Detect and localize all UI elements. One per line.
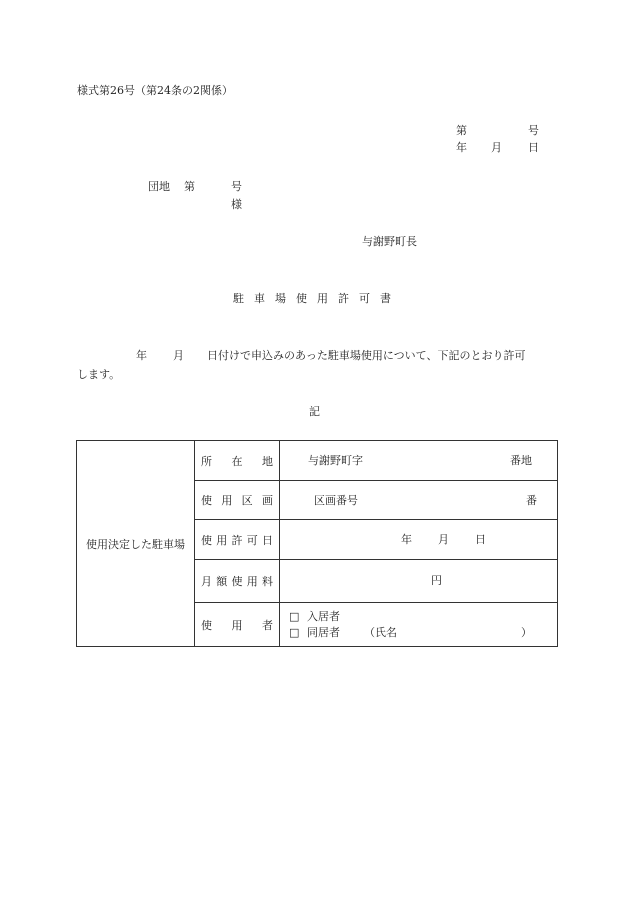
permit-date-value-cell <box>280 520 558 560</box>
body-month: 月 <box>173 349 184 362</box>
label-char: 所 <box>201 454 212 468</box>
document-title <box>233 293 391 304</box>
label-char: 使 <box>201 494 212 507</box>
cohabitant-checkbox[interactable]: □ <box>289 626 300 639</box>
label-char: 月 <box>201 575 212 588</box>
label-char: 額 <box>216 575 228 588</box>
label-char: 用 <box>246 575 258 588</box>
title-char: 場 <box>275 292 286 305</box>
user-value-cell <box>280 603 558 647</box>
section-label-cell <box>195 481 280 520</box>
section-prefix: 区画番号 <box>314 494 358 507</box>
parking-permit-table <box>76 440 558 647</box>
permit-date-label-cell <box>195 520 280 560</box>
date-month: 月 <box>491 141 502 154</box>
title-char: 駐 <box>233 292 244 305</box>
title-char: 書 <box>380 292 391 305</box>
addressee-sama: 様 <box>231 198 242 211</box>
form-number: 様式第26号（第24条の2関係） <box>77 84 233 97</box>
location-label-cell <box>195 441 280 481</box>
label-char: 画 <box>261 494 273 507</box>
label-char: 用 <box>221 494 233 507</box>
group-label-cell <box>77 441 195 647</box>
label-char: 許 <box>231 533 243 547</box>
permit-day: 日 <box>475 533 486 546</box>
name-close: ） <box>521 626 532 639</box>
user-label-cell <box>195 603 280 647</box>
section-suffix: 番 <box>526 494 537 507</box>
resident-option-label: 入居者 <box>307 610 340 623</box>
label-char: 使 <box>201 618 212 632</box>
label-char: 用 <box>216 533 228 547</box>
label-char: 使 <box>201 533 212 547</box>
location-prefix: 与謝野町字 <box>308 454 363 467</box>
addressee-dai: 第 <box>184 180 195 193</box>
title-char: 許 <box>338 292 349 305</box>
addressee-go: 号 <box>231 180 242 193</box>
reference-dai: 第 <box>456 124 467 137</box>
permit-year: 年 <box>401 533 412 546</box>
name-open: （氏名 <box>364 626 397 639</box>
body-text-line1: 日付けで申込みのあった駐車場使用について、下記のとおり許可 <box>207 349 526 362</box>
title-char: 車 <box>254 292 265 305</box>
monthly-fee-unit: 円 <box>431 574 442 587</box>
ki-heading: 記 <box>309 405 320 418</box>
reference-go: 号 <box>528 124 539 137</box>
location-value-cell <box>280 441 558 481</box>
label-char: 可 <box>246 533 258 547</box>
resident-checkbox[interactable]: □ <box>289 610 300 623</box>
body-year: 年 <box>136 349 147 362</box>
permit-month: 月 <box>438 533 449 546</box>
title-char: 可 <box>359 292 370 305</box>
cohabitant-option-label: 同居者 <box>307 626 340 639</box>
date-day: 日 <box>528 141 539 154</box>
monthly-fee-label-cell <box>195 560 280 603</box>
addressee-danchi: 団地 <box>148 180 170 193</box>
label-char: 者 <box>262 618 273 632</box>
monthly-fee-value-cell <box>280 560 558 603</box>
label-char: 日 <box>262 533 273 547</box>
label-char: 使 <box>231 575 243 588</box>
title-char: 使 <box>296 292 307 305</box>
title-char: 用 <box>317 292 328 305</box>
label-char: 在 <box>231 454 243 468</box>
label-char: 用 <box>231 618 243 632</box>
date-year: 年 <box>456 141 467 154</box>
body-text-line2: します。 <box>77 368 121 381</box>
label-char: 地 <box>262 454 273 468</box>
label-char: 区 <box>241 494 253 507</box>
location-suffix: 番地 <box>510 454 532 467</box>
issuer: 与謝野町長 <box>362 235 417 248</box>
label-char: 料 <box>262 575 273 588</box>
group-label: 使用決定した駐車場 <box>86 537 185 551</box>
section-value-cell <box>280 481 558 520</box>
